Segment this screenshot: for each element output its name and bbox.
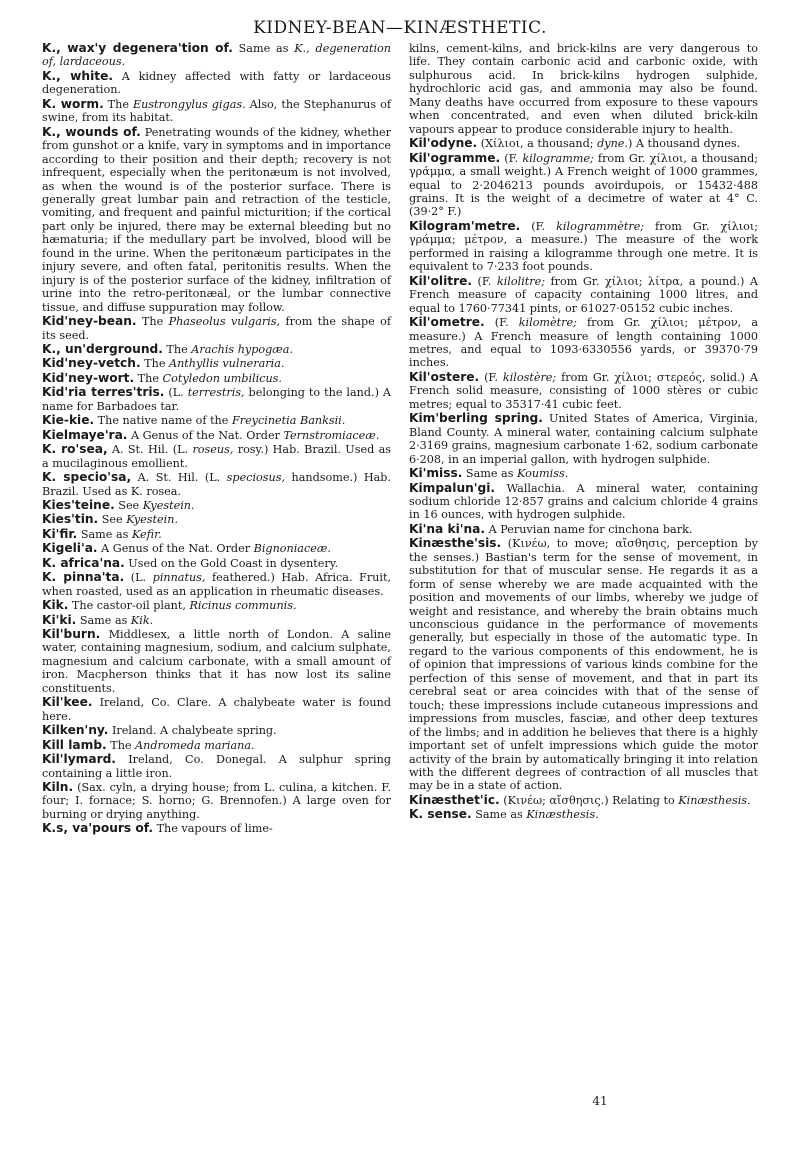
- dictionary-entry: [409, 808, 758, 821]
- dictionary-entry: [42, 753, 391, 780]
- entry-text: (L.: [164, 386, 188, 400]
- running-head: KIDNEY-BEAN—KINÆSTHETIC.: [253, 18, 547, 38]
- headword: K. sense.: [409, 807, 472, 822]
- entry-italic: Eustrongylus gigas.: [132, 97, 246, 111]
- headword: K. africa'na.: [42, 555, 125, 570]
- headword: Kil'ometre.: [409, 315, 485, 330]
- entry-text: The native name of the: [94, 414, 232, 428]
- headword: K., wounds of.: [42, 124, 141, 139]
- entry-text: (F.: [479, 370, 503, 384]
- entry-text: Same as: [232, 42, 295, 55]
- headword: Kim'berling spring.: [409, 411, 543, 426]
- dictionary-entry: [42, 724, 391, 737]
- entry-italic: terrestris,: [187, 386, 245, 400]
- entry-text: from the shape of its seed.: [42, 315, 391, 342]
- dictionary-entry: [42, 429, 391, 442]
- entry-italic: Kik.: [130, 613, 154, 627]
- entry-italic: Kinæsthesis.: [678, 793, 751, 807]
- entry-text: Same as: [77, 527, 132, 541]
- entry-text: Used on the Gold Coast in dysentery.: [124, 556, 339, 570]
- headword: Kigeli'a.: [42, 541, 98, 556]
- entry-text: A Peruvian name for cinchona bark.: [485, 522, 693, 536]
- entry-text: Ireland, Co. Clare. A chalybeate water is found here.: [42, 696, 391, 723]
- dictionary-entry: [409, 275, 758, 315]
- entry-italic: Koumiss.: [517, 467, 569, 481]
- entry-text: A Genus of the Nat. Order: [127, 428, 284, 442]
- entry-italic: Phaseolus vulgaris,: [168, 315, 281, 329]
- entry-text: (Κινέω; αἴσθησις.) Relating to: [499, 793, 679, 807]
- headword: Kil'ostere.: [409, 369, 480, 384]
- headword: Kinæsthet'ic.: [409, 792, 500, 807]
- entry-text: Ireland. A chalybeate spring.: [108, 724, 277, 738]
- entry-text: feathered.) Hab. Africa. Fruit, when roasted, used as an application in rheumatic diseases.: [42, 571, 391, 598]
- entry-text: Also, the Stephanurus of swine, from its habitat.: [42, 97, 391, 125]
- dictionary-entry: [409, 537, 758, 793]
- entry-text: A Genus of the Nat. Order: [97, 542, 254, 556]
- entry-text: from Gr. χίλιοι; στερεός, solid.) A French solid measure, consisting of 1000 stères or cubic metres; equal to 35317·41 cubic feet.: [409, 370, 758, 411]
- headword: Kilogram'metre.: [409, 218, 521, 233]
- entry-italic: Cotyledon umbilicus.: [162, 371, 282, 385]
- entry-text: Same as: [471, 808, 527, 822]
- entry-italic: dyne.: [597, 137, 628, 151]
- headword: K. specio'sa,: [42, 470, 132, 485]
- entry-text: ) A thousand dynes.: [628, 137, 741, 151]
- entry-text: The: [162, 342, 192, 356]
- dictionary-entry: [42, 739, 391, 752]
- headword: Kil'ogramme.: [409, 150, 501, 165]
- entry-text: A kidney affected with fatty or lardaceous degeneration.: [42, 69, 391, 97]
- right-column: [409, 42, 758, 837]
- headword: K. ro'sea,: [42, 442, 108, 457]
- headword: Kill lamb.: [42, 737, 107, 752]
- dictionary-entry: [409, 220, 758, 274]
- dictionary-entry: [42, 343, 391, 356]
- entry-text: Middlesex, a little north of London. A saline water, containing magnesium, sodium, and calcium sulphate, magnesium and calcium carbonate, with a small amount of iron. Macpherson thinks that it has now lost its saline constituents.: [42, 628, 391, 695]
- headword: K.s, va'pours of.: [42, 821, 154, 836]
- headword: K., un'derground.: [42, 341, 163, 356]
- entry-italic: Arachis hypogæa.: [191, 342, 294, 356]
- dictionary-entry: [42, 571, 391, 598]
- dictionary-entry: [42, 599, 391, 612]
- headword: Kik.: [42, 598, 69, 613]
- entry-text: (F.: [500, 151, 523, 165]
- dictionary-entry: [42, 98, 391, 125]
- dictionary-entry: [409, 412, 758, 466]
- entry-text: A. St. Hil. (L.: [107, 443, 193, 457]
- entry-text: See: [114, 498, 143, 512]
- entry-text: from Gr. χίλιοι, a thousand; γράμμα, a small weight.) A French weight of 1000 grammes, equal to 2·2046213 pounds avoirdupois, or 15432·488 grains. It is the weight of a decimetre of water at 4° C. (39·2° F.): [409, 151, 758, 219]
- dictionary-entry: [42, 126, 391, 314]
- dictionary-entry: [409, 137, 758, 150]
- dictionary-entry: [42, 357, 391, 370]
- entry-text: Same as: [462, 467, 518, 481]
- headword: Kil'odyne.: [409, 136, 478, 151]
- entry-italic: Kefir.: [131, 527, 162, 541]
- headword: Kilken'ny.: [42, 723, 109, 738]
- headword: Kid'ney-vetch.: [42, 356, 141, 371]
- entry-italic: kilostère;: [502, 370, 557, 384]
- entry-text: The: [136, 315, 169, 329]
- columns: [42, 42, 758, 837]
- dictionary-entry: [42, 528, 391, 541]
- entry-text: (Κινέω, to move; αἴσθησις, perception by the senses.) Bastian's term for the sense of movement, in substitution for that of muscular sense. He regards it as a form of sense whereby we are made acquainted with the position and movements of our limbs, whereby we judge of weight and resistance, and whereby the brain obtains much unconscious guidance in the performance of movements generally, but especially in those of the automatic type. In regard to the various components of this endowment, he is of opinion that impressions of various kinds combine for the perfection of this sense of movement, and that in part its cerebral seat or area coincides with that of the sense of touch; these impressions include cutaneous impressions and impressions from muscles, fasciæ, and other deep textures of the limbs; and in addition he believes that there is a highly important set of unfelt impressions which guide the motor activity of the brain by automatically bringing it into relation with the different degrees of contraction of all muscles that may be in a state of action.: [409, 537, 758, 793]
- headword: Kiln.: [42, 780, 74, 795]
- headword: Kil'lymard.: [42, 752, 116, 767]
- entry-italic: speciosus,: [226, 471, 286, 485]
- entry-italic: Freycinetia Banksii.: [231, 414, 346, 428]
- entry-text: from Gr. χίλιοι; μέτρον, a measure.) A French measure of length containing 1000 metres, and equal to 1093·6330556 yards, or 39370·79 inches.: [409, 316, 758, 370]
- dictionary-entry: [42, 513, 391, 526]
- entry-text: from Gr. χίλιοι; γράμμα; μέτρον, a measure.) The measure of the work performed in raising a kilogramme through one metre. It is equivalent to 7·233 foot pounds.: [409, 219, 758, 274]
- headword: Ki'miss.: [409, 466, 463, 481]
- dictionary-entry: [42, 443, 391, 470]
- page-number: 41: [592, 1094, 608, 1108]
- entry-text: (F.: [484, 316, 519, 330]
- dictionary-entry: [42, 557, 391, 570]
- dictionary-entry: [42, 471, 391, 498]
- dictionary-entry: [409, 482, 758, 522]
- entry-text: belonging to the land.) A name for Barbadoes tar.: [42, 386, 391, 413]
- entry-italic: K., degeneration of, lardaceous.: [42, 42, 391, 69]
- dictionary-entry: [409, 152, 758, 219]
- dictionary-entry: [42, 414, 391, 427]
- entry-italic: kilolitre;: [496, 274, 546, 288]
- dictionary-entry: [409, 316, 758, 370]
- entry-italic: Bignoniaceæ.: [253, 542, 331, 556]
- entry-italic: Andromeda mariana.: [135, 738, 255, 752]
- dictionary-entry: [42, 781, 391, 821]
- entry-text: Same as: [76, 613, 131, 627]
- entry-italic: kilogramme;: [522, 151, 594, 165]
- headword: Kies'teine.: [42, 497, 115, 512]
- dictionary-entry: [42, 499, 391, 512]
- entry-italic: kilogrammètre;: [556, 219, 645, 233]
- headword: Kid'ria terres'tris.: [42, 385, 165, 400]
- headword: K. worm.: [42, 96, 104, 111]
- headword: K., wax'y degenera'tion of.: [42, 41, 233, 55]
- left-column: [42, 42, 391, 837]
- headword: K. pinna'ta.: [42, 570, 125, 585]
- headword: Kil'olitre.: [409, 273, 472, 288]
- dictionary-entry: [409, 523, 758, 536]
- dictionary-entry: [42, 822, 391, 835]
- entry-text: (F.: [520, 219, 557, 233]
- entry-italic: Kyestein.: [142, 498, 195, 512]
- entry-text: Penetrating wounds of the kidney, whether from gunshot or a knife, vary in symptoms and in importance according to their position and their depth; recovery is not infrequent, especially when the peritonæum is not involved, as when the wound is of the posterior surface. There is generally great lumbar pain and retraction of the testicle, vomiting, and frequent and painful micturition; if the cortical part only be injured, there may be external bleeding but no hæmaturia; if the medullary part be involved, blood will be found in the urine. When the peritonæum participates in the injury severe, and often fatal, peritonitis results. When the injury is of the posterior surface of the kidney, infiltration of urine into the retro-peritonæal, or the lumbar connective tissue, and diffuse suppuration may follow.: [42, 125, 391, 314]
- entry-text: (L.: [124, 571, 153, 585]
- headword: Ki'fir.: [42, 526, 78, 541]
- dictionary-entry: [409, 794, 758, 807]
- entry-italic: kilomètre;: [518, 316, 577, 330]
- dictionary-entry: [42, 372, 391, 385]
- headword: K., white.: [42, 68, 113, 83]
- headword: Kil'kee.: [42, 695, 93, 710]
- entry-text: The vapours of lime-: [153, 822, 273, 836]
- entry-text: The: [140, 357, 169, 371]
- entry-italic: Ternstromiaceæ.: [283, 428, 380, 442]
- dictionary-entry: [42, 386, 391, 413]
- entry-text: United States of America, Virginia, Bland County. A mineral water, containing calcium sulphate 2·3169 grains, magnesium carbonate 1·62, sodium carbonate 6·208, in an imperial gallon, with hydrogen sulphide.: [409, 412, 758, 466]
- dictionary-entry: [409, 467, 758, 480]
- entry-italic: roseus,: [192, 443, 234, 457]
- dictionary-entry: [42, 315, 391, 342]
- entry-text: Wallachia. A mineral water, containing sodium chloride 12·857 grains and calcium chloride 4 grains in 16 ounces, with hydrogen sulphide.: [409, 481, 758, 522]
- headword: Kinæsthe'sis.: [409, 536, 502, 551]
- entry-text: handsome.) Hab. Brazil. Used as K. rosea.: [42, 471, 391, 498]
- headword: Kies'tin.: [42, 512, 99, 527]
- entry-text: (Sax. cyln, a drying house; from L. culina, a kitchen. F. four; I. fornace; S. horno; G. Brennofen.) A large oven for burning or drying anything.: [42, 781, 391, 821]
- entry-text: The: [134, 371, 163, 385]
- entry-text: kilns, cement-kilns, and brick-kilns are very dangerous to life. They contain carbonic acid and carbonic oxide, with sulphurous acid. In brick-kilns hydrogen sulphide, hydrochloric acid gas, and ammonia may also be found. Many deaths have occurred from exposure to these vapours when concentrated, and even when diluted brick-kiln vapours appear to produce considerable injury to health.: [409, 42, 758, 136]
- headword: Kid'ney-bean.: [42, 314, 137, 329]
- dictionary-entry: [42, 42, 391, 69]
- entry-text: The: [103, 97, 133, 111]
- headword: Ki'na ki'na.: [409, 521, 486, 536]
- headword: Kie-kie.: [42, 413, 95, 428]
- dictionary-entry: [42, 628, 391, 695]
- dictionary-entry: [42, 696, 391, 723]
- dictionary-entry: [42, 70, 391, 97]
- entry-text: See: [98, 513, 127, 527]
- headword: Ki'ki.: [42, 612, 77, 627]
- headword: Kielmaye'ra.: [42, 427, 128, 442]
- entry-text: Ireland, Co. Donegal. A sulphur spring containing a little iron.: [42, 753, 391, 780]
- entry-text: rosy.) Hab. Brazil. Used as a mucilaginous emollient.: [42, 443, 391, 470]
- headword: Kil'burn.: [42, 627, 101, 642]
- dictionary-entry: [409, 42, 758, 136]
- entry-text: A. St. Hil. (L.: [131, 471, 227, 485]
- dictionary-entry: [42, 614, 391, 627]
- entry-text: (F.: [472, 274, 497, 288]
- entry-italic: Ricinus communis.: [189, 599, 297, 613]
- entry-text: from Gr. χίλιοι; λίτρα, a pound.) A French measure of capacity containing 1000 litres, and equal to 1760·77341 pints, or 61027·05152 cubic inches.: [409, 274, 758, 315]
- dictionary-entry: [42, 542, 391, 555]
- headword: Kimpalun'gi.: [409, 480, 496, 495]
- entry-italic: Kinæsthesis.: [526, 808, 599, 822]
- entry-text: The castor-oil plant,: [68, 599, 190, 613]
- entry-italic: Anthyllis vulneraria.: [169, 357, 285, 371]
- entry-italic: Kyestein.: [126, 513, 178, 527]
- entry-text: The: [106, 738, 136, 752]
- entry-text: (Χίλιοι, a thousand;: [477, 137, 598, 151]
- entry-italic: pinnatus,: [152, 571, 206, 585]
- headword: Kid'ney-wort.: [42, 370, 135, 385]
- dictionary-entry: [409, 371, 758, 411]
